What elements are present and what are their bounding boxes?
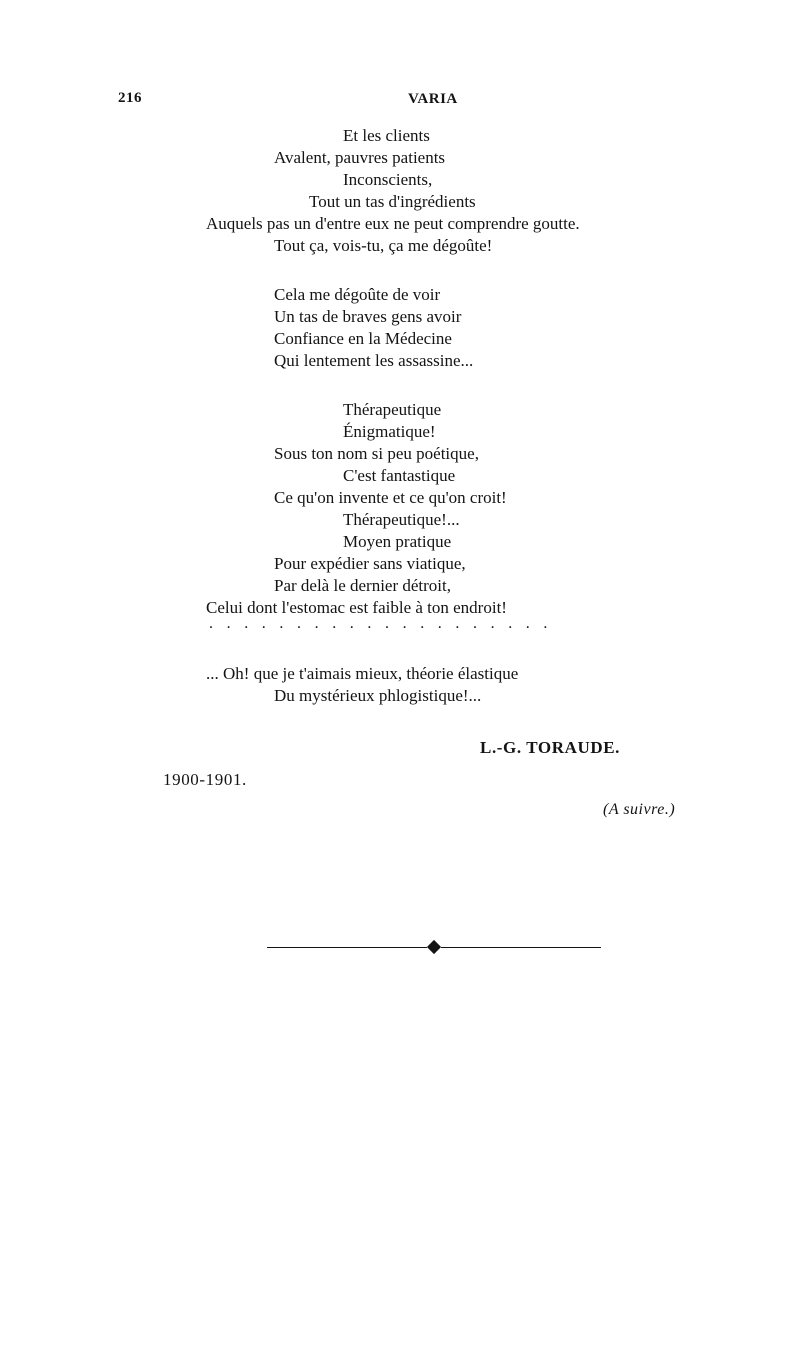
- verse-line: Et les clients: [343, 126, 430, 145]
- author-signature: L.-G. TORAUDE.: [480, 738, 621, 757]
- verse-line: Pour expédier sans viatique,: [274, 554, 466, 573]
- page-number: 216: [118, 90, 142, 106]
- verse-line: Ce qu'on invente et ce qu'on croit!: [274, 488, 507, 507]
- divider-rule-left: [267, 947, 427, 948]
- running-title: VARIA: [408, 91, 458, 107]
- verse-line: Du mystérieux phlogistique!...: [274, 686, 482, 705]
- verse-line: Par delà le dernier détroit,: [274, 576, 452, 595]
- verse-line: C'est fantastique: [343, 466, 456, 485]
- verse-line: Un tas de braves gens avoir: [274, 307, 462, 326]
- diamond-icon: [427, 940, 441, 954]
- verse-line: Confiance en la Médecine: [274, 329, 452, 348]
- verse-line: Sous ton nom si peu poétique,: [274, 444, 479, 463]
- verse-line: Avalent, pauvres patients: [274, 148, 446, 167]
- verse-line: Qui lentement les assassine...: [274, 351, 474, 370]
- verse-line: Moyen pratique: [343, 532, 452, 551]
- verse-line: ... Oh! que je t'aimais mieux, théorie élastique: [206, 664, 519, 683]
- divider-rule-right: [441, 947, 601, 948]
- verse-line: Cela me dégoûte de voir: [274, 285, 441, 304]
- verse-line: Tout un tas d'ingrédients: [309, 192, 476, 211]
- verse-line: Celui dont l'estomac est faible à ton endroit!: [206, 598, 507, 617]
- verse-line: Inconscients,: [343, 170, 433, 189]
- separator-dots: ....................: [209, 615, 561, 632]
- verse-line: Thérapeutique!...: [343, 510, 460, 529]
- verse-line: Auquels pas un d'entre eux ne peut comprendre goutte.: [206, 214, 580, 233]
- date: 1900-1901.: [163, 770, 247, 789]
- verse-line: Énigmatique!: [343, 422, 436, 441]
- verse-line: Tout ça, vois-tu, ça me dégoûte!: [274, 236, 493, 255]
- verse-line: Thérapeutique: [343, 400, 442, 419]
- to-be-continued: (A suivre.): [603, 801, 676, 818]
